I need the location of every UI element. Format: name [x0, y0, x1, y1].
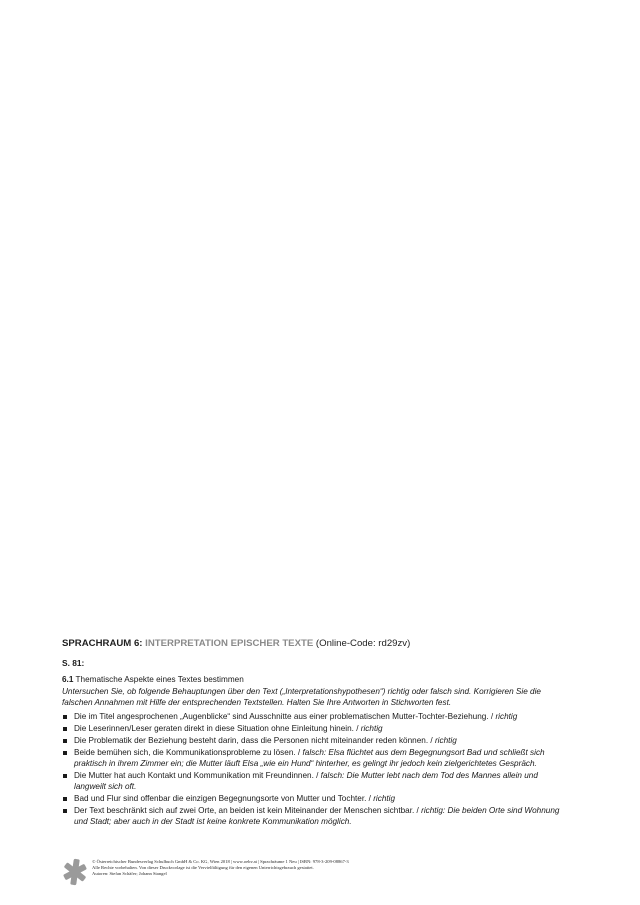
list-item [62, 805, 567, 827]
answer-text: richtig: Die beiden Orte sind Wohnung und Stadt; aber auch in der Stadt ist keine konkrete Kommunikation möglich. [74, 806, 560, 826]
list-item [62, 735, 567, 746]
heading-topic: INTERPRETATION EPISCHER TEXTE [145, 638, 314, 649]
separator: / [488, 712, 496, 721]
page-reference: S. 81: [62, 658, 85, 668]
rights-line: Alle Rechte vorbehalten. Von dieser Druckvorlage ist die Vervielfältigung für den eigenen Unterrichtsgebrauch gestattet. [92, 865, 314, 871]
answer-text: richtig [360, 724, 383, 733]
list-item [62, 723, 567, 734]
separator: / [295, 748, 303, 757]
answer-text: richtig [373, 794, 396, 803]
statement-text: Beide bemühen sich, die Kommunikationsprobleme zu lösen. [74, 748, 296, 757]
separator: / [366, 794, 374, 803]
oebv-asterisk-logo-icon [62, 858, 88, 886]
page-footer [62, 858, 562, 888]
answer-text: richtig [434, 736, 457, 745]
statement-text: Die Problematik der Beziehung besteht darin, dass die Personen nicht miteinander reden können. [74, 736, 429, 745]
separator: / [313, 771, 321, 780]
answer-text: falsch: Elsa flüchtet aus dem Begegnungsort Bad und schließt sich praktisch in ihrem Zimmer ein; die Mutter läuft Elsa „wie ein Hund“ hinterher, es gelingt ihr jedoch kein zielgerichtetes Gespräch. [74, 748, 545, 768]
task-number: 6.1 [62, 675, 74, 684]
statement-text: Der Text beschränkt sich auf zwei Orte, an beiden ist kein Miteinander der Menschen sichtbar. [74, 806, 415, 815]
heading-online-code: (Online-Code: rd29zv) [313, 638, 411, 649]
answer-text: falsch: Die Mutter lebt nach dem Tod des Mannes allein und langweilt sich oft. [74, 771, 538, 791]
list-item [62, 711, 567, 722]
statement-text: Die Leserinnen/Leser geraten direkt in diese Situation ohne Einleitung hinein. [74, 724, 354, 733]
statement-text: Die im Titel angesprochenen „Augenblicke“ sind Ausschnitte aus einer problematischen Mutter-Tochter-Beziehung. [74, 712, 489, 721]
document-content [62, 637, 567, 828]
list-item [62, 793, 567, 804]
copyright-text [92, 859, 349, 878]
list-item [62, 770, 567, 792]
list-item [62, 747, 567, 769]
section-heading [62, 637, 567, 650]
answer-text: richtig [495, 712, 518, 721]
separator: / [353, 724, 361, 733]
heading-label: SPRACHRAUM 6: [62, 638, 146, 649]
separator: / [428, 736, 435, 745]
task-title [62, 674, 567, 685]
task-instruction: Untersuchen Sie, ob folgende Behauptungen über den Text („Interpretationshypothesen“) richtig oder falsch sind. Korrigieren Sie die falschen Annahmen mit Hilfe der entsprechenden Textstellen. Halten Sie Ihre Antworten in Stichworten fest. [62, 687, 541, 707]
statement-list [62, 711, 567, 827]
task-title-text: Thematische Aspekte eines Textes bestimmen [73, 675, 244, 684]
statement-text: Bad und Flur sind offenbar die einzigen Begegnungsorte von Mutter und Tochter. [74, 794, 367, 803]
copyright-line: © Österreichischer Bundesverlag Schulbuch GmbH & Co. KG, Wien 2018 | www.oebv.at | Sprachräume 1 Neu | ISBN: 978-3-209-08867-3 [92, 859, 349, 864]
statement-text: Die Mutter hat auch Kontakt und Kommunikation mit Freundinnen. [74, 771, 314, 780]
separator: / [414, 806, 422, 815]
authors-line: Autoren: Stefan Schäfer; Johann Stangel [92, 871, 167, 877]
